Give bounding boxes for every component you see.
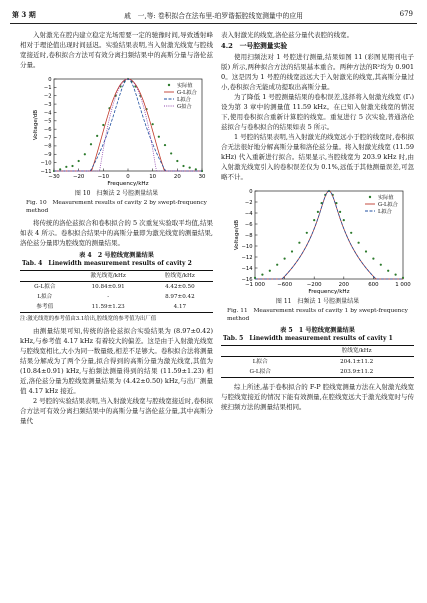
y-tick-label: −1: [43, 85, 52, 92]
data-point: [170, 152, 172, 154]
table-4-caption-cn: 表 4 2 号腔线宽测量结果: [79, 252, 154, 259]
x-axis-label: Frequency/kHz: [107, 181, 149, 187]
data-point: [276, 264, 278, 266]
table-row: [221, 357, 414, 368]
data-point: [78, 160, 80, 162]
y-tick-label: −10: [40, 160, 52, 167]
y-tick-label: −7: [43, 135, 52, 142]
legend-label: G-L拟合: [177, 90, 197, 96]
data-point: [372, 258, 374, 260]
section-title: 4.2 一号腔测量实验: [221, 42, 288, 50]
paragraph: 2 号腔的实验结果表明,当入射激光线宽与腔线宽接近时,卷积拟合方法可有效分离扫频结果中的高斯分量与洛伦兹分量,其中高斯分量代: [20, 397, 213, 425]
y-tick-label: −4: [43, 110, 52, 117]
issue-number: 第 3 期: [12, 10, 36, 19]
figure-10-caption-en: Fig. 10 Measurement results of cavity 2 by swept-frequency method: [26, 200, 207, 214]
page-number: 679: [399, 10, 413, 18]
data-point: [90, 143, 92, 145]
data-point: [176, 160, 178, 162]
data-point: [152, 123, 154, 125]
x-tick-label: 600: [368, 282, 379, 288]
legend-label: 实际值: [177, 83, 193, 89]
right-column: [221, 30, 414, 412]
table-header-row: [20, 271, 213, 282]
data-point: [189, 167, 191, 169]
y-tick-label: 0: [249, 188, 253, 195]
y-tick-label: −9: [43, 152, 52, 159]
table-cell: G-L拟合: [34, 284, 56, 290]
table-header-cell: [221, 346, 299, 357]
legend-label: L拟合: [177, 97, 191, 103]
table-4: [20, 270, 213, 313]
legend-marker: [369, 196, 371, 198]
data-point: [365, 250, 367, 252]
paragraph: 为了降低 1 号腔测量结果的卷积误差,选择将入射激光线宽 (Γᵢ) 设为第 3 章中的测量值 11.59 kHz。在已知入射激光线宽的情况下,使用卷积拟合重新计算腔的线宽。重复进行 5 次实验,普通洛伦兹拟合与卷积拟合的结果如表 5 所示。: [221, 93, 414, 131]
table-4-note: 注:激光线宽的参考值由3.1给出,腔线宽的参考值为出厂值: [20, 316, 157, 322]
table-row: [221, 367, 414, 378]
data-point: [358, 242, 360, 244]
table-row: [20, 292, 213, 302]
table-header-cell: 腔线宽/kHz: [147, 271, 213, 282]
paragraph: 使用扫频法对 1 号腔进行测量,结果如图 11 (彩图见期刊电子版) 所示,两种拟合方法的结果基本重合。两种方法的R²均为 0.901 0。这是因为 1 号腔的线宽远远大于入射激光的线宽,其高斯分量过小,卷积拟合无能成功提取出高斯分量。: [221, 53, 414, 91]
legend-label: G拟合: [177, 104, 192, 110]
y-tick-label: −8: [244, 232, 253, 239]
left-column: [20, 30, 213, 426]
y-axis-label: Voltage/dB: [33, 109, 39, 141]
table-cell: 8.97±0.42: [165, 294, 195, 300]
x-tick-label: 10: [149, 174, 157, 180]
figure-11-caption-cn: 图 11 扫频法 1 号腔测量结果: [275, 298, 360, 305]
table-cell: 203.9±11.2: [299, 367, 414, 378]
y-tick-label: −16: [241, 276, 253, 283]
table-cell: 10.84±0.91: [91, 284, 125, 290]
paragraph: 1 号腔的结果表明,当入射激光的线宽远小于腔的线宽时,卷积拟合无法很好地分解高斯分量和洛伦兹分量。将入射激光线宽 (11.59 kHz) 代入重新进行拟合。结果显示,当腔线宽为 203.9 kHz 时,由入射激光线宽引入的卷积误差仅为 0.1%,远低于其他测量误差,可忽略不计。: [221, 133, 414, 181]
data-point: [339, 211, 341, 213]
table-header-cell: 腔线宽/kHz: [299, 346, 414, 357]
table-cell: G-L拟合: [221, 367, 299, 378]
table-5-caption-en: Tab. 5 Linewidth measurement results of cavity 1: [223, 335, 393, 342]
y-tick-label: −6: [244, 221, 253, 228]
y-tick-label: −5: [43, 118, 52, 125]
legend-marker: [168, 84, 170, 86]
y-tick-label: −11: [40, 168, 52, 175]
data-point: [395, 274, 397, 276]
paragraph: 入射激光在腔内建立稳定光场需要一定的驰豫时间,导致透射峰相对于理论值出现时间延迟。实验结果表明,当入射激光线宽与腔线宽接近时,卷积拟合方法可有效分离扫频结果中的高斯分量与洛伦兹分量。: [20, 31, 213, 69]
data-point: [306, 232, 308, 234]
x-tick-label: −20: [72, 174, 85, 180]
paragraph: 将传统的洛伦兹拟合和卷积拟合的 5 次重复实验取平均值,结果如表 4 所示。卷积拟合结果中的高斯分量即为激光线宽的测量结果,洛伦兹分量即为腔线宽的测量结果。: [20, 219, 213, 247]
x-tick-label: −600: [277, 282, 293, 288]
paragraph: 由测量结果可知,传统的洛伦兹拟合实验结果为 (8.97±0.42) kHz,与参考值 4.17 kHz 有着较大的偏差。这是由于入射激光线宽与腔线宽相比,大小为同一数量级,相差不足够大。卷积拟合法将测量结果分解成为了两个分量,拟合得到的高斯分量为激光线宽,其值为 (10.84±0.91) kHz,与拍频法测量得到的结果 (11.59±1.23) 相近,洛伦兹分量为腔线宽测量结果为 (4.42±0.50) kHz,与出厂测量值 4.17 kHz 接近。: [20, 327, 213, 395]
figure-10: [20, 73, 213, 215]
table-cell: 204.1±11.2: [340, 359, 374, 365]
data-point: [380, 264, 382, 266]
y-tick-label: −4: [244, 210, 253, 217]
figure-11-caption-en: Fig. 11 Measurement results of cavity 1 by swept-frequency method: [227, 308, 408, 322]
legend-label: L拟合: [378, 209, 392, 215]
x-tick-label: −30: [48, 174, 60, 180]
table-5: [221, 345, 414, 378]
y-tick-label: −12: [241, 254, 253, 261]
page-header: [0, 0, 427, 28]
x-tick-label: 30: [198, 174, 206, 180]
table-header-cell: 激光线宽/kHz: [70, 271, 147, 282]
data-point: [84, 153, 86, 155]
legend-label: G-L拟合: [378, 202, 398, 208]
figure-11: [221, 185, 414, 323]
y-tick-label: −8: [43, 143, 52, 150]
y-tick-label: −10: [241, 243, 253, 250]
table-cell: 4.42±0.50: [165, 284, 195, 290]
table-row: [20, 302, 213, 313]
x-tick-label: −200: [306, 282, 322, 288]
x-tick-label: −10: [97, 174, 110, 180]
data-point: [291, 250, 293, 252]
running-title: 戚 一,等: 卷积拟合在法布里-珀罗谐振腔线宽测量中的应用: [124, 12, 303, 20]
data-point: [59, 168, 61, 170]
data-point: [350, 232, 352, 234]
y-axis-label: Voltage/dB: [234, 219, 240, 251]
paragraph: 表入射激光的线宽,洛伦兹分量代表腔的线宽。: [221, 31, 354, 39]
data-point: [158, 136, 160, 138]
legend-label: 实际值: [378, 195, 394, 201]
table-row: [20, 282, 213, 293]
figure-10-chart: [20, 73, 213, 189]
figure-11-chart: [221, 185, 414, 297]
data-point: [182, 165, 184, 167]
paragraph: 综上所述,基于卷积拟合的 F-P 腔线宽测量方法在入射激光线宽与腔线宽接近的情况下能有效测量,在腔线宽远大于激光线宽时与传统扫频方法的测量结果相同。: [221, 383, 414, 411]
data-point: [313, 219, 315, 221]
y-tick-label: −14: [241, 265, 253, 272]
header-rule: [10, 23, 417, 24]
y-tick-label: −6: [43, 126, 52, 133]
y-tick-label: −3: [43, 101, 52, 108]
table-5-caption-cn: 表 5 1 号腔线宽测量结果: [280, 327, 355, 334]
x-tick-label: −1 000: [245, 282, 265, 288]
table-cell: L拟合: [37, 294, 53, 300]
table-cell: 4.17: [147, 302, 213, 313]
y-tick-label: −2: [244, 199, 253, 206]
x-tick-label: 0: [126, 174, 130, 180]
table-4-caption-en: Tab. 4 Linewidth measurement results of cavity 2: [22, 260, 192, 267]
data-point: [317, 211, 319, 213]
x-tick-label: 200: [338, 282, 349, 288]
data-point: [96, 135, 98, 137]
data-point: [284, 258, 286, 260]
data-point: [343, 219, 345, 221]
x-tick-label: 1 000: [395, 282, 411, 288]
data-point: [298, 242, 300, 244]
data-point: [261, 274, 263, 276]
data-point: [102, 124, 104, 126]
data-point: [71, 165, 73, 167]
data-point: [195, 168, 197, 170]
data-point: [387, 270, 389, 272]
data-point: [269, 270, 271, 272]
y-tick-label: −2: [43, 93, 52, 100]
y-tick-label: 0: [48, 76, 52, 83]
table-cell: 参考值: [20, 302, 70, 313]
data-point: [65, 166, 67, 168]
table-cell: L拟合: [252, 359, 268, 365]
x-axis-label: Frequency/kHz: [308, 289, 350, 295]
figure-10-caption-cn: 图 10 扫频法 2 号腔测量结果: [74, 190, 159, 197]
x-tick-label: 20: [173, 174, 181, 180]
table-header-cell: [20, 271, 70, 282]
table-cell: -: [107, 294, 110, 300]
data-point: [164, 144, 166, 146]
table-header-row: [221, 346, 414, 357]
table-cell: 11.59±1.23: [70, 302, 147, 313]
